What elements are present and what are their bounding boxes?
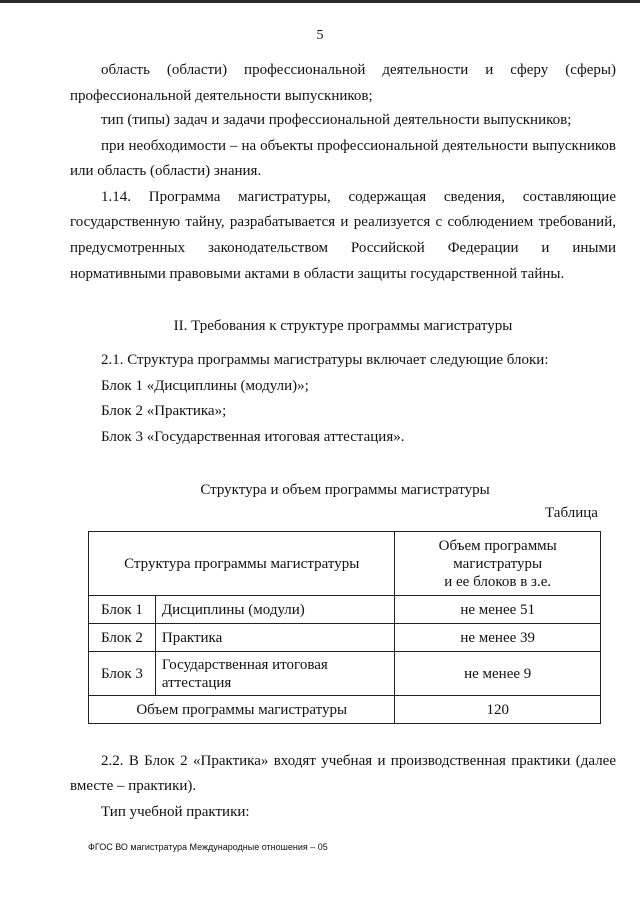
paragraph-line: 2.2. В Блок 2 «Практика» входят учебная и производственная практики (далее (101, 753, 616, 769)
volume-cell: не менее 39 (395, 624, 601, 652)
table-label: Таблица (545, 505, 598, 521)
header-volume-line: и ее блоков в з.е. (444, 573, 552, 590)
name-line: аттестация (161, 674, 232, 691)
block-item: Блок 2 «Практика»; (101, 403, 227, 419)
volume-cell: не менее 51 (395, 596, 601, 624)
header-structure: Структура программы магистратуры (89, 532, 395, 596)
page-number: 5 (316, 28, 324, 43)
block-cell: Блок 1 (89, 596, 156, 624)
structure-table (88, 531, 601, 724)
section-title: II. Требования к структуре программы магистратуры (173, 318, 513, 334)
table-row (89, 652, 601, 696)
paragraph-line: область (области) профессиональной деятельности и сферу (сферы) (101, 62, 616, 78)
paragraph-line: вместе – практики). (70, 778, 197, 794)
total-label-cell: Объем программы магистратуры (89, 696, 395, 724)
total-value-cell: 120 (395, 696, 601, 724)
name-cell: Дисциплины (модули) (155, 596, 395, 624)
practice-type: Тип учебной практики: (101, 804, 250, 820)
table-total-row (89, 696, 601, 724)
volume-cell: не менее 9 (395, 652, 601, 696)
name-cell: Практика (155, 624, 395, 652)
paragraph-line: государственную тайну, разрабатывается и реализуется с соблюдением требований, (70, 214, 616, 230)
table-header-row (89, 532, 601, 596)
paragraph-line: нормативными правовыми актами в области защиты государственной тайны. (70, 266, 565, 282)
blocks-intro: 2.1. Структура программы магистратуры включает следующие блоки: (101, 352, 549, 368)
block-cell: Блок 2 (89, 624, 156, 652)
footer-text: ФГОС ВО магистратура Международные отношения – 05 (88, 842, 328, 852)
paragraph-line: 1.14. Программа магистратуры, содержащая сведения, составляющие (101, 189, 616, 205)
scan-top-edge (0, 0, 640, 3)
paragraph-line: при необходимости – на объекты профессиональной деятельности выпускников (101, 138, 616, 154)
name-line: Государственная итоговая (161, 656, 328, 673)
table-row (89, 624, 601, 652)
paragraph-line: предусмотренных законодательством Российской Федерации и иными (70, 240, 616, 256)
paragraph-line: профессиональной деятельности выпускников; (70, 88, 373, 104)
header-volume-line: магистратуры (453, 555, 543, 572)
paragraph-line: или область (области) знания. (70, 163, 262, 179)
table-title: Структура и объем программы магистратуры (200, 482, 490, 498)
header-volume (395, 532, 601, 596)
name-cell (155, 652, 395, 696)
block-item: Блок 1 «Дисциплины (модули)»; (101, 378, 309, 394)
table-row (89, 596, 601, 624)
header-volume-line: Объем программы (438, 537, 557, 554)
block-item: Блок 3 «Государственная итоговая аттестация». (101, 429, 405, 445)
block-cell: Блок 3 (89, 652, 156, 696)
paragraph-line: тип (типы) задач и задачи профессиональной деятельности выпускников; (101, 112, 572, 128)
